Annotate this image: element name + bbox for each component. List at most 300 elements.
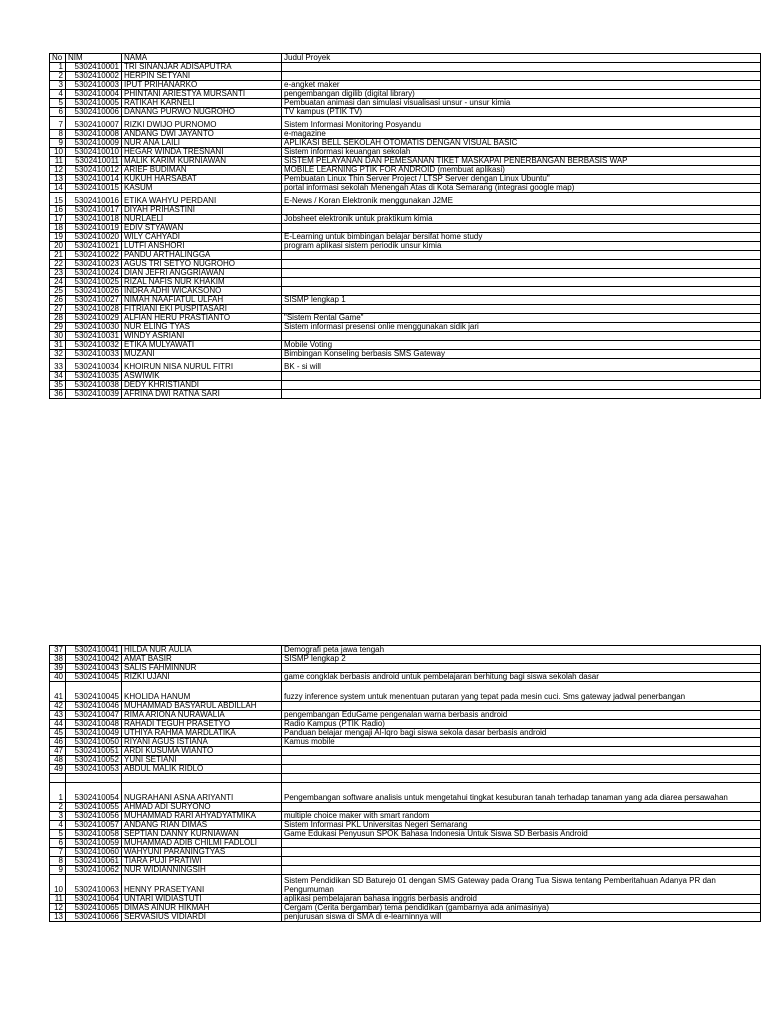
- cell-judul: [282, 747, 761, 756]
- cell-nama: DIYAH PRIHASTINI: [122, 206, 282, 215]
- cell-no: 21: [50, 251, 66, 260]
- table-row: [50, 913, 761, 922]
- table-row: [50, 783, 761, 803]
- cell-no: 1: [50, 783, 66, 803]
- cell-no: 3: [50, 81, 66, 90]
- table-row: [50, 269, 761, 278]
- cell-no: 7: [50, 848, 66, 857]
- cell-nim: 5302410021: [66, 242, 122, 251]
- table-row: [50, 673, 761, 682]
- cell-nim: 5302410009: [66, 139, 122, 148]
- cell-nama: UTHIYA RAHMA MARDLATIKA: [122, 729, 282, 738]
- cell-nim: 5302410035: [66, 372, 122, 381]
- cell-nama: AFRINA DWI RATNA SARI: [122, 390, 282, 399]
- table-row: [50, 184, 761, 193]
- cell-nama: NURLAELI: [122, 215, 282, 224]
- cell-nim: 5302410014: [66, 175, 122, 184]
- cell-judul: MOBILE LEARNING PTIK FOR ANDROID (membuat aplikasi): [282, 166, 761, 175]
- cell-no: 41: [50, 682, 66, 702]
- cell-nama: NUGRAHANI ASNA ARIYANTI: [122, 783, 282, 803]
- cell-no: 29: [50, 323, 66, 332]
- cell-no: 28: [50, 314, 66, 323]
- cell-nim: 5302410057: [66, 821, 122, 830]
- cell-no: 23: [50, 269, 66, 278]
- table-row: [50, 381, 761, 390]
- cell-no: 6: [50, 839, 66, 848]
- project-table-2: [49, 645, 761, 922]
- cell-no: 22: [50, 260, 66, 269]
- cell-nama: KHOIRUN NISA NURUL FITRI: [122, 359, 282, 372]
- cell-no: 2: [50, 803, 66, 812]
- table-row: [50, 157, 761, 166]
- cell-nim: 5302410015: [66, 184, 122, 193]
- cell-nim: 5302410011: [66, 157, 122, 166]
- cell-nama: [122, 774, 282, 783]
- cell-no: 19: [50, 233, 66, 242]
- header-no: No: [50, 54, 66, 63]
- cell-nama: ETIKA MULYAWATI: [122, 341, 282, 350]
- cell-no: 9: [50, 866, 66, 875]
- cell-judul: Mobile Voting: [282, 341, 761, 350]
- cell-nim: 5302410061: [66, 857, 122, 866]
- cell-judul: Kamus mobile: [282, 738, 761, 747]
- cell-nama: HENNY PRASETYANI: [122, 875, 282, 895]
- cell-judul: E-Learning untuk bimbingan belajar bersifat home study: [282, 233, 761, 242]
- cell-no: 47: [50, 747, 66, 756]
- cell-no: 3: [50, 812, 66, 821]
- cell-nim: 5302410033: [66, 350, 122, 359]
- cell-no: 25: [50, 287, 66, 296]
- table-row: [50, 729, 761, 738]
- cell-nama: NUR WIDIANNINGSIH: [122, 866, 282, 875]
- cell-no: 13: [50, 175, 66, 184]
- cell-nim: 5302410012: [66, 166, 122, 175]
- cell-nama: ETIKA WAHYU PERDANI: [122, 193, 282, 206]
- table-row: [50, 848, 761, 857]
- cell-judul: [282, 372, 761, 381]
- cell-judul: Pembuatan animasi dan simulasi visualisasi unsur - unsur kimia: [282, 99, 761, 108]
- cell-nama: TIARA PUJI PRATIWI: [122, 857, 282, 866]
- cell-no: 45: [50, 729, 66, 738]
- table-row: [50, 821, 761, 830]
- cell-nama: DIMAS AINUR HIKMAH: [122, 904, 282, 913]
- cell-judul: aplikasi pembelajaran bahasa inggris berbasis android: [282, 895, 761, 904]
- cell-judul: Jobsheet elektronik untuk praktikum kimia: [282, 215, 761, 224]
- cell-no: 2: [50, 72, 66, 81]
- cell-nim: 5302410055: [66, 803, 122, 812]
- cell-nama: FITRIANI EKI PUSPITASARI: [122, 305, 282, 314]
- table-row: [50, 350, 761, 359]
- cell-nama: RATIKAH KARNELI: [122, 99, 282, 108]
- table-row: [50, 359, 761, 372]
- table-row: [50, 206, 761, 215]
- table-row: [50, 875, 761, 895]
- cell-judul: [282, 664, 761, 673]
- table-row: [50, 904, 761, 913]
- cell-nim: 5302410050: [66, 738, 122, 747]
- cell-judul: [282, 390, 761, 399]
- cell-nama: YUNI SETIANI: [122, 756, 282, 765]
- cell-no: 44: [50, 720, 66, 729]
- cell-nama: PANDU ARTHALINGGA: [122, 251, 282, 260]
- cell-nama: AHMAD ADI SURYONO: [122, 803, 282, 812]
- cell-nama: EDIV STYAWAN: [122, 224, 282, 233]
- header-nim: NIM: [66, 54, 122, 63]
- cell-nama: AMAT BASIR: [122, 655, 282, 664]
- cell-nim: 5302410029: [66, 314, 122, 323]
- cell-nama: ANDANG DWI JAYANTO: [122, 130, 282, 139]
- cell-nim: 5302410060: [66, 848, 122, 857]
- cell-nim: 5302410020: [66, 233, 122, 242]
- cell-judul: [282, 72, 761, 81]
- cell-no: 49: [50, 765, 66, 774]
- cell-judul: game congklak berbasis android untuk pembelajaran berhitung bagi siswa sekolah dasar: [282, 673, 761, 682]
- table-row: [50, 130, 761, 139]
- table-row: [50, 812, 761, 821]
- table-row: [50, 664, 761, 673]
- cell-no: 4: [50, 821, 66, 830]
- cell-judul: [282, 848, 761, 857]
- cell-nim: [66, 774, 122, 783]
- table-row: [50, 72, 761, 81]
- cell-nama: RIZAL NAFIS NUR KHAKIM: [122, 278, 282, 287]
- cell-judul: Panduan belajar mengaji Al-Iqro bagi siswa sekola dasar berbasis android: [282, 729, 761, 738]
- table-row: [50, 702, 761, 711]
- cell-judul: program aplikasi sistem periodik unsur kimia: [282, 242, 761, 251]
- cell-no: 32: [50, 350, 66, 359]
- cell-no: 39: [50, 664, 66, 673]
- cell-nama: RIMA ARIONA NURAWALIA: [122, 711, 282, 720]
- cell-judul: [282, 332, 761, 341]
- cell-no: [50, 774, 66, 783]
- cell-nama: HERPIN SETYANI: [122, 72, 282, 81]
- cell-nama: DEDY KHRISTIANDI: [122, 381, 282, 390]
- table-row: [50, 765, 761, 774]
- table-row: [50, 99, 761, 108]
- cell-nim: 5302410058: [66, 830, 122, 839]
- table-row: [50, 857, 761, 866]
- table-row: [50, 323, 761, 332]
- cell-judul: [282, 857, 761, 866]
- cell-judul: [282, 260, 761, 269]
- cell-nama: MUHAMMAD BASYARUL ABDILLAH: [122, 702, 282, 711]
- cell-nama: SALIS FAHMINNUR: [122, 664, 282, 673]
- cell-no: 38: [50, 655, 66, 664]
- cell-no: 10: [50, 875, 66, 895]
- cell-nim: 5302410002: [66, 72, 122, 81]
- cell-nama: RAHADI TEGUH PRASETYO: [122, 720, 282, 729]
- cell-nama: DIAN JEFRI ANGGRIAWAN: [122, 269, 282, 278]
- table-row: [50, 803, 761, 812]
- cell-judul: E-News / Koran Elektronik menggunakan J2ME: [282, 193, 761, 206]
- cell-no: 11: [50, 895, 66, 904]
- cell-no: 42: [50, 702, 66, 711]
- table-row: [50, 646, 761, 655]
- table-row: [50, 233, 761, 242]
- cell-no: 31: [50, 341, 66, 350]
- cell-nama: LUTFI ANSHORI: [122, 242, 282, 251]
- cell-judul: SISTEM PELAYANAN DAN PEMESANAN TIKET MASKAPAI PENERBANGAN BERBASIS WAP: [282, 157, 761, 166]
- cell-nama: IPUT PRIHANARKO: [122, 81, 282, 90]
- table-row: [50, 756, 761, 765]
- cell-judul: [282, 702, 761, 711]
- cell-judul: TV kampus (PTIK TV): [282, 108, 761, 117]
- cell-nim: 5302410041: [66, 646, 122, 655]
- cell-judul: SISMP lengkap 2: [282, 655, 761, 664]
- cell-no: 7: [50, 117, 66, 130]
- cell-judul: [282, 224, 761, 233]
- cell-nama: ARIEF BUDIMAN: [122, 166, 282, 175]
- cell-nim: 5302410005: [66, 99, 122, 108]
- cell-no: 36: [50, 390, 66, 399]
- cell-nim: 5302410065: [66, 904, 122, 913]
- cell-judul: pengembangan digilib (digital library): [282, 90, 761, 99]
- table-row: [50, 148, 761, 157]
- cell-judul: Sistem Pendidikan SD Baturejo 01 dengan SMS Gateway pada Orang Tua Siswa tentang Pemberitahuan Adanya PR dan Pengumuman: [282, 875, 761, 895]
- cell-nim: 5302410032: [66, 341, 122, 350]
- cell-no: 24: [50, 278, 66, 287]
- cell-judul: Bimbingan Konseling berbasis SMS Gateway: [282, 350, 761, 359]
- cell-nim: 5302410018: [66, 215, 122, 224]
- cell-nim: 5302410027: [66, 296, 122, 305]
- cell-nim: 5302410045: [66, 682, 122, 702]
- cell-nama: DANANG PURWO NUGROHO: [122, 108, 282, 117]
- table-row: [50, 390, 761, 399]
- table-row: [50, 108, 761, 117]
- cell-no: 35: [50, 381, 66, 390]
- cell-judul: [282, 765, 761, 774]
- cell-judul: [282, 381, 761, 390]
- cell-no: 10: [50, 148, 66, 157]
- cell-nim: 5302410056: [66, 812, 122, 821]
- table-header-row: [50, 54, 761, 63]
- cell-nama: NUR ELING TYAS: [122, 323, 282, 332]
- table-row: [50, 372, 761, 381]
- cell-no: 37: [50, 646, 66, 655]
- cell-no: 18: [50, 224, 66, 233]
- cell-nim: 5302410016: [66, 193, 122, 206]
- table-row: [50, 224, 761, 233]
- cell-nim: 5302410051: [66, 747, 122, 756]
- cell-nama: NIMAH NAAFIATUL ULFAH: [122, 296, 282, 305]
- cell-judul: e-magazine: [282, 130, 761, 139]
- cell-no: 17: [50, 215, 66, 224]
- cell-judul: [282, 278, 761, 287]
- header-judul: Judul Proyek: [282, 54, 761, 63]
- cell-no: 16: [50, 206, 66, 215]
- cell-nama: HEGAR WINDA TRESNANI: [122, 148, 282, 157]
- cell-no: 33: [50, 359, 66, 372]
- cell-nim: 5302410054: [66, 783, 122, 803]
- table-row: [50, 175, 761, 184]
- cell-nama: PHINTANI ARIESTYA MURSANTI: [122, 90, 282, 99]
- cell-judul: [282, 206, 761, 215]
- cell-nim: 5302410024: [66, 269, 122, 278]
- cell-nama: RIYANI AGUS ISTIANA: [122, 738, 282, 747]
- cell-nim: 5302410001: [66, 63, 122, 72]
- cell-no: 43: [50, 711, 66, 720]
- table-row: [50, 655, 761, 664]
- cell-judul: Sistem Informasi PKL Universitas Negeri Semarang: [282, 821, 761, 830]
- cell-nim: 5302410062: [66, 866, 122, 875]
- cell-nim: 5302410049: [66, 729, 122, 738]
- cell-nim: 5302410023: [66, 260, 122, 269]
- cell-nim: 5302410025: [66, 278, 122, 287]
- cell-judul: SISMP lengkap 1: [282, 296, 761, 305]
- cell-no: 1: [50, 63, 66, 72]
- cell-no: 13: [50, 913, 66, 922]
- cell-judul: [282, 803, 761, 812]
- cell-judul: [282, 287, 761, 296]
- cell-nim: 5302410038: [66, 381, 122, 390]
- table-row: [50, 866, 761, 875]
- table-row: [50, 251, 761, 260]
- cell-nim: 5302410022: [66, 251, 122, 260]
- cell-nama: ABDUL MALIK RIDLO: [122, 765, 282, 774]
- cell-nama: ALFIAN HERU PRASTIANTO: [122, 314, 282, 323]
- table-row: [50, 215, 761, 224]
- cell-no: 12: [50, 166, 66, 175]
- cell-nim: 5302410031: [66, 332, 122, 341]
- cell-judul: Radio Kampus (PTIK Radio): [282, 720, 761, 729]
- cell-nim: 5302410017: [66, 206, 122, 215]
- cell-no: 30: [50, 332, 66, 341]
- cell-nama: WAHYUNI PARANINGTYAS: [122, 848, 282, 857]
- cell-judul: "Sistem Rental Game": [282, 314, 761, 323]
- cell-no: 12: [50, 904, 66, 913]
- cell-judul: portal informasi sekolah Menengah Atas di Kota Semarang (integrasi google map): [282, 184, 761, 193]
- cell-nim: 5302410059: [66, 839, 122, 848]
- table-row: [50, 166, 761, 175]
- cell-judul: Pembuatan Linux Thin Server Project / LTSP Server dengan Linux Ubuntu": [282, 175, 761, 184]
- table-row: [50, 895, 761, 904]
- cell-judul: [282, 269, 761, 278]
- cell-no: 40: [50, 673, 66, 682]
- cell-nim: 5302410042: [66, 655, 122, 664]
- table-row: [50, 332, 761, 341]
- cell-nama: KUKUH HARSABAT: [122, 175, 282, 184]
- cell-nama: HILDA NUR AULIA: [122, 646, 282, 655]
- cell-nama: MALIK KARIM KURNIAWAN: [122, 157, 282, 166]
- cell-nim: 5302410007: [66, 117, 122, 130]
- cell-nim: 5302410063: [66, 875, 122, 895]
- cell-nama: TRI SINANJAR ADISAPUTRA: [122, 63, 282, 72]
- cell-no: 6: [50, 108, 66, 117]
- cell-nama: ANDANG RIAN DIMAS: [122, 821, 282, 830]
- cell-no: 15: [50, 193, 66, 206]
- cell-nim: 5302410047: [66, 711, 122, 720]
- cell-no: 8: [50, 130, 66, 139]
- cell-nama: INDRA ADHI WICAKSONO: [122, 287, 282, 296]
- cell-nama: ASWIWIK: [122, 372, 282, 381]
- cell-nama: AGUS TRI SETYO NUGROHO: [122, 260, 282, 269]
- cell-judul: [282, 839, 761, 848]
- cell-no: 8: [50, 857, 66, 866]
- cell-nim: 5302410039: [66, 390, 122, 399]
- cell-judul: [282, 774, 761, 783]
- header-nama: NAMA: [122, 54, 282, 63]
- table-row: [50, 682, 761, 702]
- cell-judul: e-angket maker: [282, 81, 761, 90]
- cell-nama: SEPTIAN DANNY KURNIAWAN: [122, 830, 282, 839]
- cell-nama: KHOLIDA HANUM: [122, 682, 282, 702]
- cell-nim: 5302410052: [66, 756, 122, 765]
- table-row: [50, 287, 761, 296]
- cell-nama: MUHAMMAD ADIB CHILMI FADLOLI: [122, 839, 282, 848]
- table-row: [50, 720, 761, 729]
- cell-nim: 5302410019: [66, 224, 122, 233]
- table-row: [50, 839, 761, 848]
- cell-nim: 5302410008: [66, 130, 122, 139]
- table-row: [50, 738, 761, 747]
- cell-judul: [282, 756, 761, 765]
- cell-nama: KASUM: [122, 184, 282, 193]
- table-row: [50, 314, 761, 323]
- cell-judul: pengembangan EduGame pengenalan warna berbasis android: [282, 711, 761, 720]
- cell-no: 27: [50, 305, 66, 314]
- table-row: [50, 341, 761, 350]
- cell-judul: BK - si will: [282, 359, 761, 372]
- cell-nama: MUZANI: [122, 350, 282, 359]
- cell-nim: 5302410053: [66, 765, 122, 774]
- cell-nama: NUR ANA LAILI: [122, 139, 282, 148]
- table-row: [50, 63, 761, 72]
- cell-no: 34: [50, 372, 66, 381]
- table-row: [50, 242, 761, 251]
- cell-judul: [282, 251, 761, 260]
- cell-no: 20: [50, 242, 66, 251]
- cell-nim: 5302410048: [66, 720, 122, 729]
- cell-no: 9: [50, 139, 66, 148]
- cell-nim: 5302410004: [66, 90, 122, 99]
- cell-nim: 5302410028: [66, 305, 122, 314]
- project-table-1: [49, 53, 761, 399]
- table-row: [50, 193, 761, 206]
- table-row: [50, 296, 761, 305]
- cell-nim: 5302410010: [66, 148, 122, 157]
- table-row: [50, 260, 761, 269]
- cell-no: 14: [50, 184, 66, 193]
- cell-nim: 5302410046: [66, 702, 122, 711]
- table-row: [50, 305, 761, 314]
- cell-judul: Demografi peta jawa tengah: [282, 646, 761, 655]
- cell-nim: 5302410045: [66, 673, 122, 682]
- cell-nama: RIZKI DWIJO PURNOMO: [122, 117, 282, 130]
- cell-nama: WINDY ASRIANI: [122, 332, 282, 341]
- cell-judul: [282, 63, 761, 72]
- cell-judul: fuzzy inference system untuk menentuan putaran yang tepat pada mesin cuci. Sms gateway jadwal penerbangan: [282, 682, 761, 702]
- cell-nim: 5302410006: [66, 108, 122, 117]
- cell-judul: multiple choice maker with smart random: [282, 812, 761, 821]
- cell-no: 26: [50, 296, 66, 305]
- cell-judul: Pengembangan software analisis untuk mengetahui tingkat kesuburan tanah terhadap tanaman yang ada diarea persawahan: [282, 783, 761, 803]
- cell-nim: 5302410003: [66, 81, 122, 90]
- cell-no: 48: [50, 756, 66, 765]
- cell-nama: MUHAMMAD RARI AHYADYATMIKA: [122, 812, 282, 821]
- cell-no: 5: [50, 99, 66, 108]
- cell-nim: 5302410064: [66, 895, 122, 904]
- table-row: [50, 81, 761, 90]
- cell-nama: UNTARI WIDIASTUTI: [122, 895, 282, 904]
- cell-judul: [282, 305, 761, 314]
- cell-nim: 5302410030: [66, 323, 122, 332]
- table-row: [50, 711, 761, 720]
- cell-judul: Sistem Informasi Monitoring Posyandu: [282, 117, 761, 130]
- cell-nim: 5302410034: [66, 359, 122, 372]
- table-row: [50, 830, 761, 839]
- cell-judul: Sistem informasi keuangan sekolah: [282, 148, 761, 157]
- table-row: [50, 747, 761, 756]
